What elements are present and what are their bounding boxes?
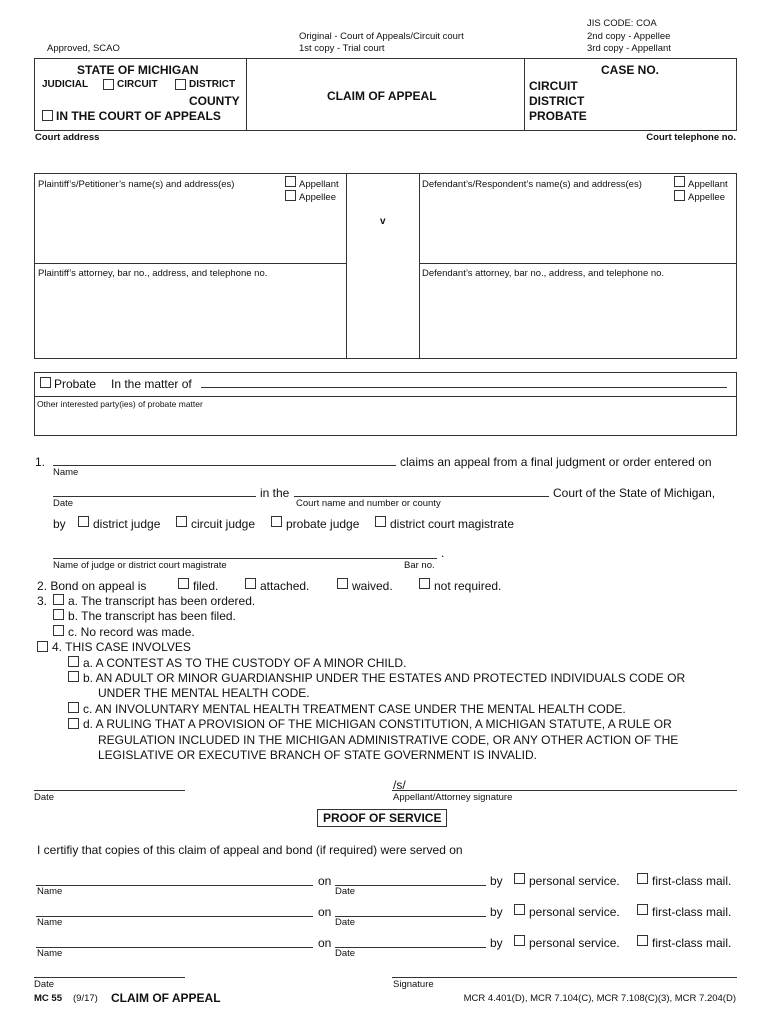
served-date-3-field[interactable] [335,947,486,948]
transcript-filed-checkbox[interactable] [53,609,64,620]
district-option: DISTRICT [189,79,236,90]
transcript-ordered-checkbox[interactable] [53,594,64,605]
bond-attached-option: attached. [260,579,310,593]
on-label-2: on [318,905,332,919]
proof-signature-label: Signature [393,979,434,990]
personal-service-2-checkbox[interactable] [514,904,525,915]
defendant-appellant-label: Appellant [688,179,728,190]
defendant-appellee-checkbox[interactable] [674,190,685,201]
trial-court-label: Court name and number or county [296,498,441,509]
appellant-name-label: Name [53,467,79,478]
item1-number: 1. [35,455,46,469]
circuit-judge-option: circuit judge [191,517,256,531]
judge-name-field[interactable] [53,558,437,559]
personal-service-1-option: personal service. [529,874,620,888]
item3-number: 3. [37,594,48,608]
distribution-original: Original - Court of Appeals/Circuit court [299,31,464,42]
served-date-1-field[interactable] [335,885,486,886]
state-heading: STATE OF MICHIGAN [77,63,199,77]
court-phone-label: Court telephone no. [646,132,736,143]
jis-code: JIS CODE: COA [587,18,657,29]
district-checkbox[interactable] [175,79,186,90]
defendant-appellant-checkbox[interactable] [674,176,685,187]
by-label: by [53,517,66,531]
proof-of-service-heading: PROOF OF SERVICE [317,809,447,827]
signature-date-label: Date [34,792,55,803]
signature-label: Appellant/Attorney signature [393,792,513,803]
court-address-label: Court address [35,132,100,143]
case-court-probate: PROBATE [529,109,587,123]
magistrate-checkbox[interactable] [375,516,386,527]
custody-checkbox[interactable] [68,656,79,667]
claims-text: claims an appeal from a final judgment or order entered on [400,455,712,469]
served-date-1-label: Date [335,886,356,897]
probate-judge-option: probate judge [286,517,360,531]
bond-waived-option: waived. [352,579,393,593]
in-the-label: in the [260,486,290,500]
case-no-label: CASE NO. [601,63,660,77]
first-class-mail-1-checkbox[interactable] [637,873,648,884]
approval-note: Approved, SCAO [47,43,120,54]
bond-attached-checkbox[interactable] [245,578,256,589]
served-date-2-field[interactable] [335,916,486,917]
court-rules: MCR 4.401(D), MCR 7.104(C), MCR 7.108(C)(3), MCR 7.204(D) [463,993,736,1004]
court-of-appeals-option: IN THE COURT OF APPEALS [56,109,221,123]
invalid-ruling-option-cont2: LEGISLATIVE OR EXECUTIVE BRANCH OF STATE GOVERNMENT IS INVALID. [98,748,537,762]
personal-service-3-option: personal service. [529,936,620,950]
court-of-appeals-checkbox[interactable] [42,110,53,121]
circuit-checkbox[interactable] [103,79,114,90]
defendant-label: Defendant’s/Respondent’s name(s) and address(es) [422,179,642,190]
proof-date-label: Date [34,979,55,990]
personal-service-2-option: personal service. [529,905,620,919]
form-title: CLAIM OF APPEAL [327,89,437,103]
first-class-mail-1-option: first-class mail. [652,874,732,888]
served-name-1-field[interactable] [36,885,313,886]
guardianship-option: b. AN ADULT OR MINOR GUARDIANSHIP UNDER THE ESTATES AND PROTECTED INDIVIDUALS CODE OR [83,671,686,685]
judicial-label: JUDICIAL [42,79,89,90]
transcript-ordered-option: a. The transcript has been ordered. [68,594,256,608]
case-involves-checkbox[interactable] [37,641,48,652]
circuit-judge-checkbox[interactable] [176,516,187,527]
footer-form-title: CLAIM OF APPEAL [111,991,221,1005]
probate-option: Probate [54,377,97,391]
bond-filed-checkbox[interactable] [178,578,189,589]
by-label-3: by [490,936,503,950]
trial-court-field[interactable] [294,496,549,497]
court-state-text: Court of the State of Michigan, [553,486,716,500]
judgment-date-field[interactable] [53,496,256,497]
invalid-ruling-option-cont1: REGULATION INCLUDED IN THE MICHIGAN ADMINISTRATIVE CODE, OR ANY OTHER ACTION OF THE [98,733,679,747]
custody-option: a. A CONTEST AS TO THE CUSTODY OF A MINOR CHILD. [83,656,407,670]
bond-not-required-option: not required. [434,579,502,593]
distribution-third-copy: 3rd copy - Appellant [587,43,671,54]
served-name-2-label: Name [37,917,63,928]
first-class-mail-2-checkbox[interactable] [637,904,648,915]
certify-text: I certifiy that copies of this claim of appeal and bond (if required) were served on [37,843,463,857]
magistrate-option: district court magistrate [390,517,515,531]
form-number: MC 55 [34,993,62,1004]
signature-line [392,790,737,791]
first-class-mail-2-option: first-class mail. [652,905,732,919]
judgment-date-label: Date [53,498,74,509]
signature-date-field[interactable] [34,790,185,791]
plaintiff-appellee-label: Appellee [299,192,336,203]
transcript-filed-option: b. The transcript has been filed. [68,609,236,623]
no-record-option: c. No record was made. [68,625,195,639]
bond-waived-checkbox[interactable] [337,578,348,589]
county-label: COUNTY [189,94,240,108]
mental-health-option: c. AN INVOLUNTARY MENTAL HEALTH TREATMENT CASE UNDER THE MENTAL HEALTH CODE. [83,702,626,716]
other-parties-field[interactable] [38,411,732,433]
personal-service-3-checkbox[interactable] [514,935,525,946]
signature-value[interactable]: /s/ [393,778,406,792]
appellant-name-field[interactable] [53,465,396,466]
plaintiff-appellant-checkbox[interactable] [285,176,296,187]
district-judge-option: district judge [93,517,161,531]
served-date-2-label: Date [335,917,356,928]
plaintiff-appellant-label: Appellant [299,179,339,190]
versus-label: v [380,216,386,227]
invalid-ruling-option: d. A RULING THAT A PROVISION OF THE MICHIGAN CONSTITUTION, A MICHIGAN STATUTE, A RULE OR [83,717,672,731]
judge-line-period: . [441,546,445,560]
in-matter-label: In the matter of [111,377,192,391]
invalid-ruling-checkbox[interactable] [68,718,79,729]
by-label-1: by [490,874,503,888]
served-name-2-field[interactable] [36,916,313,917]
mental-health-checkbox[interactable] [68,702,79,713]
plaintiff-appellee-checkbox[interactable] [285,190,296,201]
served-name-1-label: Name [37,886,63,897]
guardianship-option-cont: UNDER THE MENTAL HEALTH CODE. [98,686,310,700]
defendant-name-field[interactable] [422,196,670,258]
bond-not-required-checkbox[interactable] [419,578,430,589]
bar-no-label: Bar no. [404,560,435,571]
proof-date-field[interactable] [34,977,185,978]
distribution-first-copy: 1st copy - Trial court [299,43,385,54]
case-court-circuit: CIRCUIT [529,79,578,93]
district-judge-checkbox[interactable] [78,516,89,527]
proof-signature-field[interactable] [392,977,737,978]
judge-name-label: Name of judge or district court magistrate [53,560,227,571]
distribution-second-copy: 2nd copy - Appellee [587,31,671,42]
circuit-option: CIRCUIT [117,79,158,90]
defendant-attorney-label: Defendant’s attorney, bar no., address, and telephone no. [422,268,665,279]
plaintiff-attorney-field[interactable] [38,282,342,354]
plaintiff-name-field[interactable] [38,196,282,258]
bond-label: 2. Bond on appeal is [37,579,147,593]
served-date-3-label: Date [335,948,356,959]
case-court-district: DISTRICT [529,94,585,108]
first-class-mail-3-checkbox[interactable] [637,935,648,946]
in-matter-field[interactable] [201,387,727,388]
probate-judge-checkbox[interactable] [271,516,282,527]
other-parties-label: Other interested party(ies) of probate matter [37,399,203,409]
on-label-1: on [318,874,332,888]
form-revision: (9/17) [73,993,98,1004]
first-class-mail-3-option: first-class mail. [652,936,732,950]
guardianship-checkbox[interactable] [68,671,79,682]
served-name-3-label: Name [37,948,63,959]
no-record-checkbox[interactable] [53,625,64,636]
case-involves-heading: 4. THIS CASE INVOLVES [52,640,191,654]
plaintiff-attorney-label: Plaintiff’s attorney, bar no., address, and telephone no. [38,268,268,279]
plaintiff-label: Plaintiff’s/Petitioner’s name(s) and address(es) [38,179,235,190]
defendant-attorney-field[interactable] [422,282,732,354]
personal-service-1-checkbox[interactable] [514,873,525,884]
by-label-2: by [490,905,503,919]
defendant-appellee-label: Appellee [688,192,725,203]
bond-filed-option: filed. [193,579,219,593]
served-name-3-field[interactable] [36,947,313,948]
on-label-3: on [318,936,332,950]
probate-checkbox[interactable] [40,377,51,388]
